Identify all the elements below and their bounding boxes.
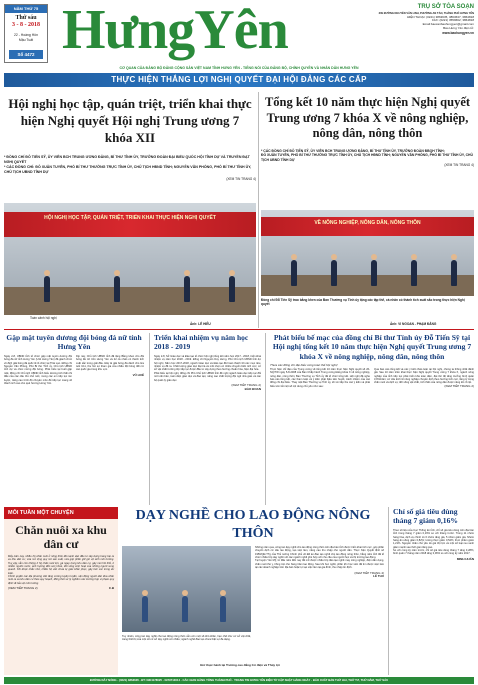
gap-mat-author: VŨ HUẾ (132, 372, 144, 377)
photo-banner-text: HỘI NGHỊ HỌC TẬP, QUÁN TRIỆT, TRIỂN KHAI THỰC HIỆN NGHỊ QUYẾT (44, 214, 216, 221)
chi-so-body: Theo số liệu của Cục Thống kê tỉnh, chỉ số giá tiêu dùng trên địa bàn tỉnh trong tháng 7 giảm 0,16% so với tháng trước. Trong 11 nhóm hàng hóa, dịch vụ chính có 6 nhóm tăng giá, 5 nhóm giảm giá. Nhóm hàng ăn uống giảm 0,82%; lương thực giảm 0,54%; thực phẩm giảm 1,21%. Nguyên nhân chủ yếu do giá thịt lợn và một số loại rau xanh giảm mạnh sau thời gian tăng cao. (393, 528, 474, 549)
issue-number: Số 4472 (9, 50, 43, 59)
photo-figure (451, 260, 457, 286)
gap-mat-headline[interactable]: Gặp mặt tuyên dương đội bóng đá nữ tỉnh Hưng Yên (6, 333, 142, 351)
trien-khai-ref: (XEM TIẾP TRANG 2) (231, 382, 261, 387)
lead-right-bullet-2: ĐỖ XUÂN TUYÊN, PHÓ BÍ THƯ THƯỜNG TRỰC TỈNH ỦY, CHỦ TỊCH HĐND TỈNH; NGUYỄN VĂN PHÓNG, PHÓ BÍ THƯ TỈNH ỦY, CHỦ TỊCH UBND TỈNH DỰ (261, 153, 473, 162)
day-nghe-author: LÊ THU (373, 574, 384, 579)
article-day-nghe (122, 507, 384, 675)
lead-right-photo (261, 210, 474, 296)
photo-figure (371, 260, 377, 286)
moi-tuan-ref: (XEM TIẾP TRANG 2) (8, 586, 38, 591)
masthead (4, 0, 474, 65)
article-trien-khai (149, 333, 261, 505)
lead-left-credit: Ảnh: LÊ HIẾU (190, 322, 211, 326)
lead-left-bullet-1: * ĐỒNG CHÍ ĐỖ TIẾN SỸ, ỦY VIÊN BCH TRUNG ƯƠNG ĐẢNG, BÍ THƯ TỈNH ỦY, TRƯỞNG ĐOÀN ĐẠI BIỂU QUỐC HỘI TỈNH DỰ VÀ TRUYỀN ĐẠT NGHỊ QUYẾT (4, 155, 250, 164)
lead-right-ref: (XEM TIN TRANG 4) (444, 163, 474, 168)
photo-figure (182, 596, 188, 622)
article-phat-bieu (265, 333, 474, 505)
day-nghe-caption: Giờ thực hành tại Trường cao đẳng Cơ điện và Thủy lợi (200, 663, 280, 667)
section-banner (4, 73, 474, 87)
photo-figure (44, 276, 50, 302)
tagline: CƠ QUAN CỦA ĐẢNG BỘ ĐẢNG CỘNG SẢN VIỆT NAM TỈNH HƯNG YÊN - TIẾNG NÓI CỦA ĐẢNG BỘ, CHÍNH QUYỀN VÀ NHÂN DÂN HƯNG YÊN (119, 66, 359, 70)
day-nghe-headline[interactable]: DẠY NGHỀ CHO LAO ĐỘNG NÔNG THÔN (135, 508, 371, 541)
photo-stage-banner (261, 217, 474, 236)
website[interactable]: www.baohungyen.vn (442, 30, 474, 35)
chi-so-headline[interactable]: Chỉ số giá tiêu dùng tháng 7 giảm 0,16% (393, 507, 458, 526)
office-info (292, 4, 474, 35)
lead-right-story (261, 91, 474, 209)
moi-tuan-body-2: Chính quyền các địa phương cần tăng cường tuyên truyền, vận động người dân đưa chăn nuôi ra xa khu dân cư theo quy hoạch, đồng thời xử lý nghiêm các trường hợp vi phạm quy định về bảo vệ môi trường. (8, 575, 114, 585)
moi-tuan-headline[interactable]: Chăn nuôi xa khu dân cư (15, 522, 107, 551)
footer-bar (4, 677, 474, 684)
photo-figure (142, 596, 148, 622)
office-fax: FAX: (0221) 3559662; 3864818 (432, 18, 474, 23)
lunar-year: Mậu Tuất (18, 38, 34, 42)
online-label: Báo Hưng Yên điện tử: (443, 25, 474, 30)
phat-bieu-body-2: Qua báo cáo tổng kết và các ý kiến thảo luận tại hội nghị, chúng ta thống nhất đánh giá: Sau 10 năm triển khai thực hiện Nghị quyết Trung ương 7 khóa X, ngành nông nghiệp của tỉnh tiếp tục phát triển khá toàn diện, đạt tốc độ tăng trưởng bình quân 3,9%/năm; cơ cấu kinh tế nông nghiệp chuyển dịch theo hướng tích cực, tăng tỷ trọng chăn nuôi và dịch vụ; đời sống vật chất, tinh thần của nông dân được nâng lên rõ rệt. (374, 367, 474, 385)
lead-left-headline[interactable]: Hội nghị học tập, quán triệt, triển khai thực hiện Nghị quyết Hội nghị Trung ương 7 khóa XII (8, 96, 252, 145)
box-moi-tuan (4, 507, 118, 675)
lead-right-credit: Ảnh: VI NGOAN - PHẠM ĐĂNG (390, 322, 437, 326)
photo-figure (229, 276, 235, 302)
lead-left-story (4, 91, 256, 201)
chi-so-author: MINH HUẤN (456, 556, 474, 561)
date-box (4, 4, 48, 63)
day-nghe-ref: (XEM TIẾP TRANG 4) (354, 570, 384, 575)
day-nghe-body-2: Tại huyện Yên Mỹ, từ đầu năm đến nay đã mở được nhiều lớp đào tạo nghề may công nghiệp, điện dân dụng, chăn nuôi thú y, trồng trọt cho hàng trăm lao động. Sau khi học nghề, phần lớn học viên đã tìm được việc làm tại các doanh nghiệp trên địa bàn hoặc tự tạo việc làm tại gia đình, thu nhập ổn định. (255, 559, 384, 570)
lead-left-caption: Toàn cảnh hội nghị (30, 316, 57, 320)
horizontal-divider (4, 329, 474, 330)
office-email: Email:baoxanbaohungyen@gmail.com (422, 22, 474, 27)
lead-left-bullet-2: * CÁC ĐỒNG CHÍ: ĐỖ XUÂN TUYÊN, PHÓ BÍ THƯ THƯỜNG TRỰC TỈNH ỦY, CHỦ TỊCH HĐND TỈNH; NGUYỄN VĂN PHÓNG, PHÓ BÍ THƯ TỈNH ỦY, CHỦ TỊCH UBND TỈNH DỰ (4, 165, 252, 174)
photo-figure (114, 276, 120, 302)
lead-right-bullet-1: * CÁC ĐỒNG CHÍ ĐỖ TIẾN SỸ, ỦY VIÊN BCH TRUNG ƯƠNG ĐẢNG, BÍ THƯ TỈNH ỦY, TRƯỞNG ĐOÀN ĐBQH TỈNH; (261, 148, 445, 153)
article-chi-so (388, 507, 474, 675)
newspaper-logo: HưngYên (62, 0, 288, 61)
photo-figure (331, 260, 337, 286)
moi-tuan-author: C.B (108, 586, 114, 591)
weekday: Thứ sáu (15, 15, 37, 21)
moi-tuan-body: Mấy năm nay, nhiều hộ chăn nuôi ở nông thôn đã mạnh dạn đầu tư xây dựng trang trại ra xa khu dân cư, vừa mở rộng quy mô sản xuất, vừa góp phần giữ gìn vệ sinh môi trường. Tuy vậy, vẫn còn không ít hộ chăn nuôi lợn, gà ngay trong khu dân cư, gây mùi hôi thối, ô nhiễm nguồn nước, ảnh hưởng đến sức khỏe, đời sống sinh hoạt của những người xung quanh. Khi được nhắc nhở, nhiều hộ vẫn chưa tự giác khắc phục, gây bức xúc trong dư luận. (8, 554, 114, 575)
gap-mat-body: Ngày 2-8, UBND tỉnh tổ chức gặp mặt tuyên dương đội bóng đá nữ tỉnh Hưng Yên (U11 Hưng Yên) đã giành chức vô địch giải bóng đá quốc tế tổ chức tại Thái Lan. Đồng chí Nguyễn Văn Phóng, Phó Bí thư Tỉnh ủy, Chủ tịch UBND tỉnh dự và chúc mừng đội bóng. Phát biểu tại buổi gặp mặt, đồng chí Chủ tịch UBND tỉnh biểu dương tinh thần thi đấu của các cầu thủ nhỏ tuổi, mong các em tiếp tục rèn luyện, nâng cao trình độ chuyên môn để tiếp tục mang về thành tích cao cho quê hương Hưng Yên. (4, 355, 72, 385)
phat-bieu-ref: (XEM TIẾP TRANG 2) (444, 383, 474, 388)
chi-so-body-2: So với cùng kỳ năm trước, chỉ số giá tiêu dùng tháng 7 tăng 3,28%; bình quân 7 tháng năm 2018 tăng 3,06% so với cùng kỳ năm 2017. (393, 548, 474, 556)
trien-khai-body-2: Phát biểu tại hội nghị, đồng chí Phó Chủ tịch UBND tỉnh đề nghị ngành Giáo dục tiếp tục đổi mới căn bản, toàn diện giáo dục và đào tạo; nâng cao chất lượng đội ngũ nhà giáo và cán bộ quản lý giáo dục. (154, 371, 261, 382)
photo-figure (220, 596, 226, 622)
trien-khai-author: BẢO ĐOAN (244, 386, 261, 391)
issue-date: 3 - 8 - 2018 (12, 22, 40, 28)
footer-text: ĐƯỜNG DÂY NÓNG - (0221) 3863635 · ĐT: 0904178025 · 0979713014 · CÁC GIAN HÀNG TỔNG THÀNH PHỐ · TRANG TIN HƯNG YÊN ĐIỆN TỬ CẬP NHẬT HÀNG NGÀY · BÁO XUẤT BẢN THỨ HAI, THỨ TƯ, THỨ NĂM, THỨ SÁU (89, 678, 389, 682)
vertical-divider (258, 92, 259, 328)
photo-figure (184, 276, 190, 302)
day-nghe-body-3: Tuy nhiên, công tác dạy nghề cho lao động nông thôn vẫn còn một số khó khăn, hạn chế như cơ sở vật chất, trang thiết bị của một số cơ sở dạy nghề còn thiếu; ngành nghề đào tạo chưa thật sự đa dạng. (122, 635, 251, 642)
photo-figure (411, 260, 417, 286)
phat-bieu-intro: Thưa các đồng chí đại biểu cùng toàn thể hội nghị! (270, 363, 338, 368)
photo-banner-text: VỀ NÔNG NGHIỆP, NÔNG DÂN, NÔNG THÔN (314, 219, 421, 226)
office-phone: ĐIỆN THOẠI: (0221) 3863635, 3863637, 3864818 (407, 14, 474, 19)
photo-floor (4, 287, 256, 315)
issue-year-label: NĂM THỨ 75 (5, 5, 47, 13)
day-nghe-body: Những năm qua, công tác dạy nghề cho lao động nông thôn trên địa bàn tỉnh được triển khai tích cực, góp phần chuyển dịch cơ cấu lao động, tạo việc làm, nâng cao thu nhập cho người dân. Thực hiện Quyết định số 1956/QĐ-TTg của Thủ tướng Chính phủ về Đề án đào tạo nghề cho lao động nông thôn, hằng năm tỉnh đã tổ chức nhiều lớp dạy nghề với các ngành nghề phù hợp với nhu cầu của người học và thị trường lao động. (255, 546, 384, 560)
gap-mat-body-2: Dịp này, Chủ tịch UBND tỉnh đã tặng Bằng khen cho đội bóng đá nữ U11 Hưng Yên và 22 cá nhân có thành tích xuất sắc trong giải đấu. Đây là giải bóng đá dành cho lứa tuổi U11, thu hút sự tham gia của nhiều đội bóng đến từ các quốc gia trong khu vực. (76, 355, 144, 372)
photo-stage-banner (4, 212, 256, 237)
lead-right-caption: Đồng chí Đỗ Tiến Sỹ trao bằng khen của Ban Thường vụ Tỉnh ủy tặng các tập thể, cá nhân có thành tích xuất sắc trong thực hiện Nghị quyết (261, 298, 465, 306)
office-title: TRỤ SỞ TÒA SOẠN (417, 4, 474, 10)
lead-left-photo (4, 203, 256, 315)
lunar-day: 22 - Hoàng Hôn (14, 33, 38, 37)
photo-figure (291, 260, 297, 286)
phat-bieu-body: Thực hiện chỉ đạo của Trung ương về tổng kết 10 năm thực hiện Nghị quyết số 26-NQ/TW ngày 5-8-2008 của Ban Chấp hành Trung ương Đảng khóa X về nông nghiệp, nông dân, nông thôn; Ban Thường vụ Tỉnh ủy đã tổ chức tổng kết. Hội nghị đã nghe báo cáo tổng kết, các tham luận và ý kiến phát biểu tâm huyết, trách nhiệm của các đồng chí đại biểu. Thay mặt Ban Thường vụ Tỉnh ủy, tôi xin tiếp thu các ý kiến và phát biểu tóm tắt một số nội dung chủ yếu như sau: (270, 367, 370, 388)
moi-tuan-header: MỖI TUẦN MỘT CHUYỆN (4, 508, 118, 519)
lead-right-headline[interactable]: Tổng kết 10 năm thực hiện Nghị quyết Trung ương 7 khóa X về nông nghiệp, nông dân, nông thôn (264, 95, 471, 140)
trien-khai-headline[interactable]: Triển khai nhiệm vụ năm học 2018 - 2019 (154, 333, 249, 351)
trien-khai-body: Ngày 2-8, Sở Giáo dục và Đào tạo tổ chức hội nghị tổng kết năm học 2017 - 2018, triển khai nhiệm vụ năm học 2018 - 2019. Đồng chí Nguyễn Duy Hưng, Phó Chủ tịch UBND tỉnh dự hội nghị. Năm học 2017-2018, ngành Giáo dục và Đào tạo đã hoàn thành tốt các mục tiêu, nhiệm vụ đề ra. Chất lượng giáo dục đại trà và mũi nhọn có nhiều chuyển biến tích cực; cơ sở vật chất trường lớp tiếp tục được đầu tư xây dựng theo hướng chuẩn hóa, hiện đại hóa. (154, 355, 261, 372)
day-nghe-photo (122, 546, 251, 632)
section-banner-text: THỰC HIỆN THẮNG LỢI NGHỊ QUYẾT ĐẠI HỘI ĐẢNG CÁC CẤP (111, 75, 367, 84)
lead-left-ref: (XEM TIN TRANG 4) (226, 177, 256, 181)
article-gap-mat (4, 333, 144, 505)
office-address: 309 ĐƯỜNG NGUYỄN VĂN LINH, PHƯỜNG AN TẢO, THÀNH PHỐ HƯNG YÊN (378, 11, 474, 15)
phat-bieu-headline[interactable]: Phát biểu bế mạc của đồng chí Bí thư Tỉnh ủy Đỗ Tiến Sỹ tại Hội nghị tổng kết 10 năm thực hiện Nghị quyết Trung ương 7 khóa X về nông nghiệp, nông dân, nông thôn (272, 333, 472, 361)
